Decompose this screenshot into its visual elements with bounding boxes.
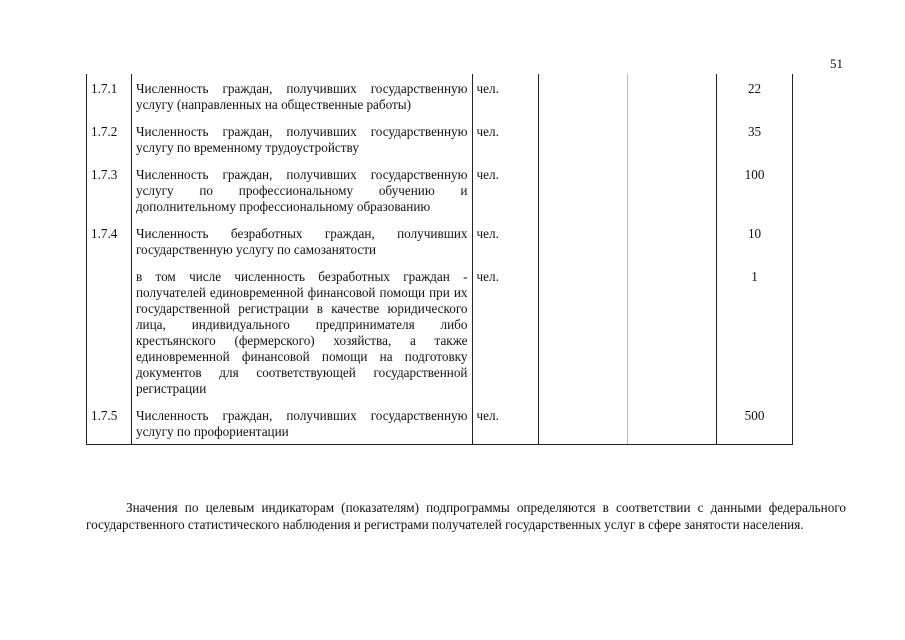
- indicator-name: Численность граждан, получивших государственную услугу по профориентации: [131, 401, 472, 445]
- empty-cell: [628, 160, 717, 219]
- unit-cell: чел.: [472, 219, 539, 262]
- indicator-name: Численность безработных граждан, получивших государственную услугу по самозанятости: [131, 219, 472, 262]
- value-cell: 35: [717, 117, 793, 160]
- row-number: 1.7.1: [87, 74, 132, 117]
- unit-cell: чел.: [472, 401, 539, 445]
- value-cell: 500: [717, 401, 793, 445]
- empty-cell: [628, 74, 717, 117]
- table-row: [87, 117, 793, 160]
- row-number: 1.7.5: [87, 401, 132, 445]
- table-row: [87, 219, 793, 262]
- value-cell: 10: [717, 219, 793, 262]
- row-number: 1.7.4: [87, 219, 132, 262]
- unit-cell: чел.: [472, 160, 539, 219]
- indicator-name: в том числе численность безработных граждан - получателей единовременной финансовой помощи при их государственной регистрации в качестве юридического лица, индивидуального предпринимателя либо крестьянского (фермерского) хозяйства, а также единовременной финансовой помощи на подготовку документов для соответствующей государственной регистрации: [131, 262, 472, 401]
- indicator-name: Численность граждан, получивших государственную услугу по временному трудоустройству: [131, 117, 472, 160]
- empty-cell: [539, 219, 628, 262]
- empty-cell: [628, 219, 717, 262]
- table-row: [87, 262, 793, 401]
- page-number: 51: [830, 56, 843, 71]
- value-cell: 22: [717, 74, 793, 117]
- empty-cell: [628, 117, 717, 160]
- empty-cell: [539, 262, 628, 401]
- table-row: [87, 401, 793, 445]
- value-cell: 100: [717, 160, 793, 219]
- unit-cell: чел.: [472, 117, 539, 160]
- unit-cell: чел.: [472, 74, 539, 117]
- footnote-paragraph: Значения по целевым индикаторам (показателям) подпрограммы определяются в соответствии с данными федерального государственного статистического наблюдения и регистрами получателей государственных услуг в сфере занятости населения.: [86, 500, 846, 533]
- empty-cell: [539, 160, 628, 219]
- table-row: [87, 74, 793, 117]
- table-row: [87, 160, 793, 219]
- row-number: 1.7.2: [87, 117, 132, 160]
- unit-cell: чел.: [472, 262, 539, 401]
- indicator-name: Численность граждан, получивших государственную услугу по профессиональному обучению и дополнительному профессиональному образованию: [131, 160, 472, 219]
- value-cell: 1: [717, 262, 793, 401]
- empty-cell: [539, 74, 628, 117]
- row-number: 1.7.3: [87, 160, 132, 219]
- empty-cell: [628, 401, 717, 445]
- empty-cell: [628, 262, 717, 401]
- row-number: [87, 262, 132, 401]
- indicators-table: [86, 74, 793, 445]
- empty-cell: [539, 117, 628, 160]
- empty-cell: [539, 401, 628, 445]
- indicator-name: Численность граждан, получивших государственную услугу (направленных на общественные работы): [131, 74, 472, 117]
